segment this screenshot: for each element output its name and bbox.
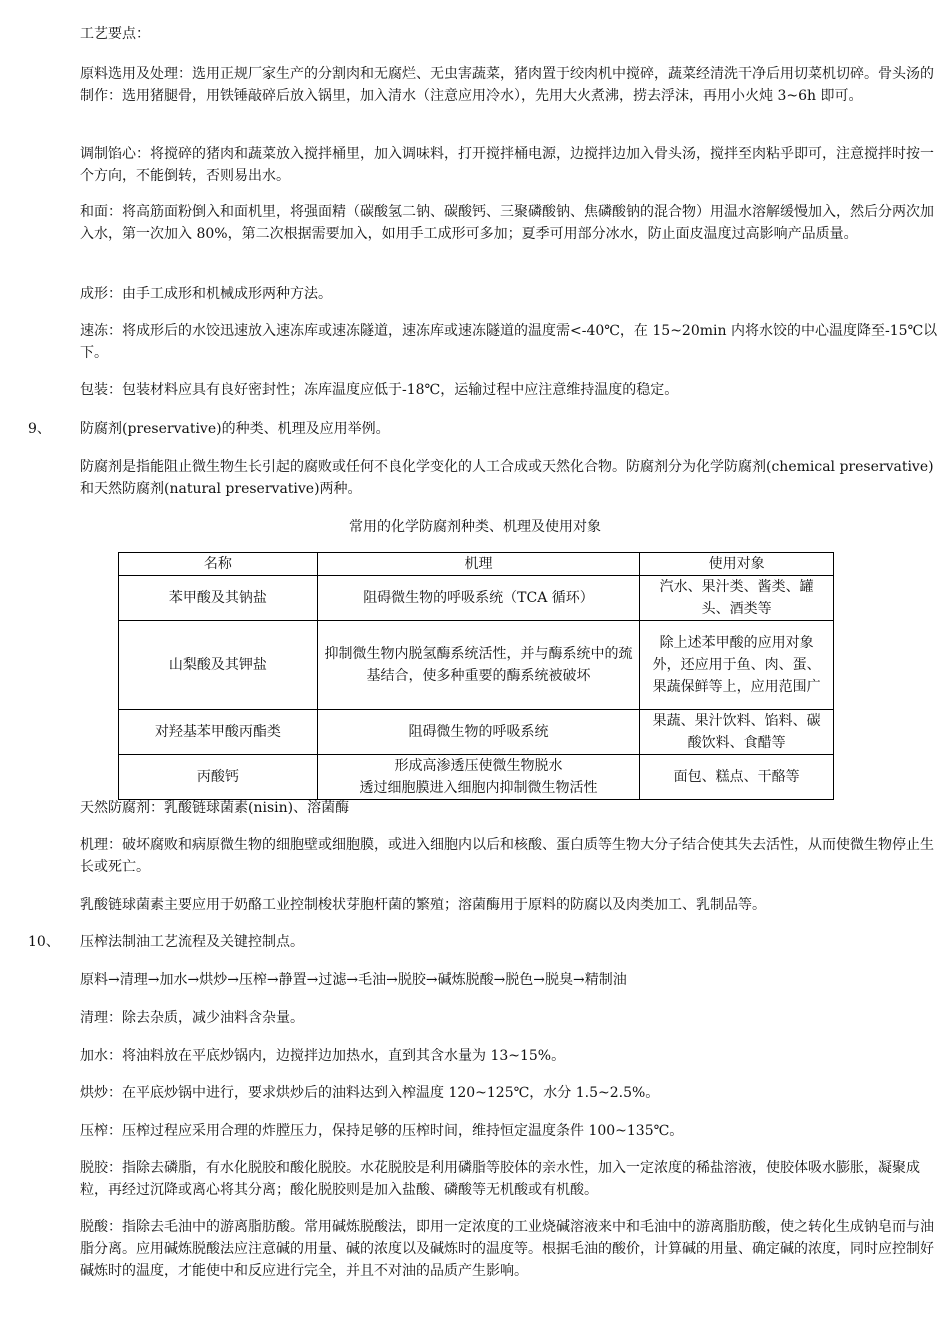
section-9-title: 防腐剂(preservative)的种类、机理及应用举例。 bbox=[80, 421, 390, 437]
table-cell: 阻碍微生物的呼吸系统（TCA 循环） bbox=[317, 576, 639, 621]
table-row bbox=[119, 710, 834, 755]
table-cell: 形成高渗透压使微生物脱水 透过细胞膜进入细胞内抑制微生物活性 bbox=[317, 755, 639, 800]
table-row bbox=[119, 755, 834, 800]
header-usage: 使用对象 bbox=[640, 553, 834, 576]
table-cell: 苯甲酸及其钠盐 bbox=[119, 576, 318, 621]
table-cell: 面包、糕点、干酪等 bbox=[640, 755, 834, 800]
table-cell: 阻碍微生物的呼吸系统 bbox=[317, 710, 639, 755]
application-paragraph: 乳酸链球菌素主要应用于奶酪工业控制梭状芽胞杆菌的繁殖；溶菌酶用于原料的防腐以及肉类加工、乳制品等。 bbox=[80, 897, 766, 913]
header-name: 名称 bbox=[119, 553, 318, 576]
table-header-row bbox=[119, 553, 834, 576]
forming-paragraph: 成形：由手工成形和机械成形两种方法。 bbox=[80, 286, 332, 302]
deacid-paragraph: 脱酸：指除去毛油中的游离脂肪酸。常用碱炼脱酸法，即用一定浓度的工业烧碱溶液来中和毛油中的游离脂肪酸，使之转化生成钠皂而与油脂分离。应用碱炼脱酸法应注意碱的用量、碱的浓度以及碱炼时的温度等。根据毛油的酸价，计算碱的用量、确定碱的浓度，同时应控制好碱炼时的温度，才能使中和反应进行完全，并且不对油的品质产生影响。 bbox=[80, 1219, 934, 1279]
freezing-paragraph: 速冻：将成形后的水饺迅速放入速冻库或速冻隧道，速冻库或速冻隧道的温度需<-40℃，在 15~20min 内将水饺的中心温度降至-15℃以下。 bbox=[80, 323, 938, 361]
section-10-title: 压榨法制油工艺流程及关键控制点。 bbox=[80, 934, 304, 950]
preservative-intro: 防腐剂是指能阻止微生物生长引起的腐败或任何不良化学变化的人工合成或天然化合物。防腐剂分为化学防腐剂(chemical preservative)和天然防腐剂(natural preservative)两种。 bbox=[80, 459, 934, 497]
filling-paragraph: 调制馅心：将搅碎的猪肉和蔬菜放入搅拌桶里，加入调味料，打开搅拌桶电源，边搅拌边加入骨头汤，搅拌至肉粘乎即可，注意搅拌时按一个方向，不能倒转，否则易出水。 bbox=[80, 146, 934, 184]
table-row bbox=[119, 576, 834, 621]
mechanism-paragraph: 机理：破坏腐败和病原微生物的细胞壁或细胞膜，或进入细胞内以后和核酸、蛋白质等生物大分子结合使其失去活性，从而使微生物停止生长或死亡。 bbox=[80, 837, 934, 875]
table-row bbox=[119, 621, 834, 710]
table-caption: 常用的化学防腐剂种类、机理及使用对象 bbox=[349, 519, 601, 535]
dough-paragraph: 和面：将高筋面粉倒入和面机里，将强面精（碳酸氢二钠、碳酸钙、三聚磷酸钠、焦磷酸钠的混合物）用温水溶解缓慢加入，然后分两次加入水，第一次加入 80%，第二次根据需要加入，如用手工成形可多加；夏季可用部分冰水，防止面皮温度过高影响产品质量。 bbox=[80, 204, 934, 242]
table-cell: 对羟基苯甲酸丙酯类 bbox=[119, 710, 318, 755]
cleaning-paragraph: 清理：除去杂质，减少油料含杂量。 bbox=[80, 1010, 304, 1026]
pressing-paragraph: 压榨：压榨过程应采用合理的炸膛压力，保持足够的压榨时间，维持恒定温度条件 100~135℃。 bbox=[80, 1123, 684, 1139]
process-flow-line: 原料→清理→加水→烘炒→压榨→静置→过滤→毛油→脱胶→碱炼脱酸→脱色→脱臭→精制油 bbox=[80, 972, 627, 988]
table-cell: 丙酸钙 bbox=[119, 755, 318, 800]
natural-preservative-line: 天然防腐剂：乳酸链球菌素(nisin)、溶菌酶 bbox=[80, 800, 350, 816]
table-cell: 汽水、果汁类、酱类、罐头、酒类等 bbox=[640, 576, 834, 621]
roasting-paragraph: 烘炒：在平底炒锅中进行，要求烘炒后的油料达到入榨温度 120~125℃，水分 1.5~2.5%。 bbox=[80, 1085, 660, 1101]
table-cell: 山梨酸及其钾盐 bbox=[119, 621, 318, 710]
table-cell: 除上述苯甲酸的应用对象外，还应用于鱼、肉、蛋、果蔬保鲜等上，应用范围广 bbox=[640, 621, 834, 710]
degumming-paragraph: 脱胶：指除去磷脂，有水化脱胶和酸化脱胶。水花脱胶是利用磷脂等胶体的亲水性，加入一定浓度的稀盐溶液，使胶体吸水膨胀，凝聚成粒，再经过沉降或离心将其分离；酸化脱胶则是加入盐酸、磷酸等无机酸或有机酸。 bbox=[80, 1160, 920, 1198]
raw-material-paragraph: 原料选用及处理：选用正规厂家生产的分割肉和无腐烂、无虫害蔬菜，猪肉置于绞肉机中搅碎，蔬菜经清洗干净后用切菜机切碎。骨头汤的制作：选用猪腿骨，用铁锤敲碎后放入锅里，加入清水（注意应用冷水），先用大火煮沸，捞去浮沫，再用小火炖 3~6h 即可。 bbox=[80, 66, 934, 104]
header-mechanism: 机理 bbox=[317, 553, 639, 576]
packaging-paragraph: 包装：包装材料应具有良好密封性；冻库温度应低于-18℃，运输过程中应注意维持温度的稳定。 bbox=[80, 382, 679, 398]
water-paragraph: 加水：将油料放在平底炒锅内，边搅拌边加热水，直到其含水量为 13~15%。 bbox=[80, 1048, 566, 1064]
table-cell: 果蔬、果汁饮料、馅料、碳酸饮料、食醋等 bbox=[640, 710, 834, 755]
section-10-number: 10、 bbox=[28, 934, 60, 950]
preservative-table bbox=[118, 552, 834, 800]
section-9-number: 9、 bbox=[28, 421, 51, 437]
table-cell: 抑制微生物内脱氢酶系统活性，并与酶系统中的巯基结合，使多种重要的酶系统被破坏 bbox=[317, 621, 639, 710]
process-heading: 工艺要点： bbox=[80, 26, 150, 42]
